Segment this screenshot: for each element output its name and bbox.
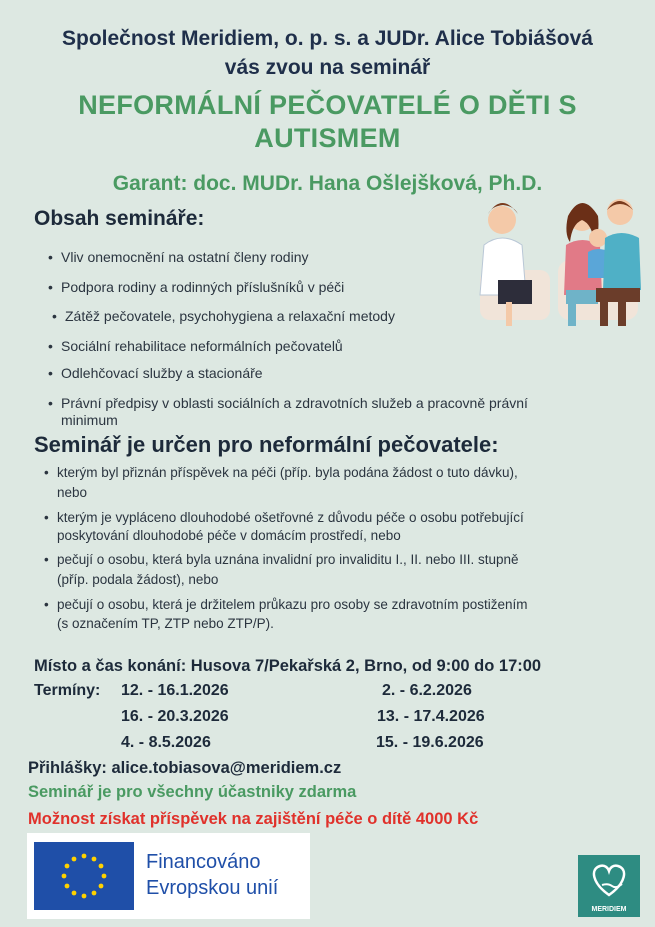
date: 2. - 6.2.2026 bbox=[382, 682, 472, 699]
list-item-continuation: (příp. podala žádost), nebo bbox=[57, 572, 219, 587]
audience-heading: Seminář je určen pro neformální pečovatele: bbox=[34, 432, 499, 457]
list-item: • Právní předpisy v oblasti sociálních a zdravotních služeb a pracovně právní bbox=[61, 395, 528, 411]
venue: Místo a čas konání: Husova 7/Pekařská 2, Brno, od 9:00 do 17:00 bbox=[34, 657, 542, 675]
list-item-continuation: poskytování dlouhodobé péče v domácím prostředí, nebo bbox=[57, 528, 401, 543]
list-item: • kterým byl přiznán příspěvek na péči (příp. byla podána žádost o tuto dávku), bbox=[57, 462, 518, 483]
child bbox=[589, 229, 607, 247]
free-note: Seminář je pro všechny účastniky zdarma bbox=[28, 783, 357, 801]
date: 16. - 20.3.2026 bbox=[121, 708, 229, 725]
heart-hand-icon bbox=[578, 855, 640, 905]
list-item: • pečují o osobu, která byla uznána invalidní pro invaliditu I., II. nebo III. stupně bbox=[57, 549, 519, 570]
eu-funding-badge bbox=[27, 833, 310, 919]
seminar-title-line-2: AUTISMEM bbox=[254, 123, 401, 153]
family-doctor-illustration bbox=[470, 190, 650, 340]
registration: Přihlášky: alice.tobiasova@meridiem.cz bbox=[28, 759, 342, 777]
content-heading: Obsah semináře: bbox=[34, 207, 205, 230]
intro-line-2: vás zvou na seminář bbox=[224, 56, 431, 79]
list-item: • Sociální rehabilitace neformálních pečovatelů bbox=[61, 338, 343, 354]
garant: Garant: doc. MUDr. Hana Ošlejšková, Ph.D. bbox=[112, 172, 543, 195]
list-item: • Podpora rodiny a rodinných příslušníků v péči bbox=[61, 279, 344, 295]
eu-funding-line-1: Financováno bbox=[146, 851, 261, 873]
seminar-title-line-1: NEFORMÁLNÍ PEČOVATELÉ O DĚTI S bbox=[78, 90, 577, 120]
list-item: • pečují o osobu, která je držitelem průkazu pro osoby se zdravotním postižením bbox=[57, 594, 527, 615]
list-item-continuation: (s označením TP, ZTP nebo ZTP/P). bbox=[57, 616, 274, 631]
list-item-continuation: nebo bbox=[57, 485, 88, 500]
date: 13. - 17.4.2026 bbox=[377, 708, 485, 725]
subsidy-note: Možnost získat příspěvek na zajištění péče o dítě 4000 Kč bbox=[28, 810, 479, 828]
date: 4. - 8.5.2026 bbox=[121, 734, 211, 751]
terms-label: Termíny: bbox=[34, 682, 101, 699]
meridiem-logo bbox=[578, 855, 640, 917]
list-item-continuation: minimum bbox=[61, 412, 118, 428]
intro-line-1: Společnost Meridiem, o. p. s. a JUDr. Alice Tobiášová bbox=[62, 27, 593, 50]
list-item: • Zátěž pečovatele, psychohygiena a relaxační metody bbox=[65, 308, 395, 324]
doctor bbox=[488, 206, 516, 234]
logo-text: MERIDIEM bbox=[591, 906, 627, 913]
eu-flag-icon bbox=[34, 842, 134, 910]
list-item: • kterým je vypláceno dlouhodobé ošetřovné z důvodu péče o osobu potřebující bbox=[57, 507, 524, 528]
list-item: • Vliv onemocnění na ostatní členy rodiny bbox=[61, 249, 308, 265]
eu-funding-line-2: Evropskou unií bbox=[146, 877, 279, 899]
date: 15. - 19.6.2026 bbox=[376, 734, 484, 751]
list-item: • Odlehčovací služby a stacionáře bbox=[61, 365, 263, 381]
date: 12. - 16.1.2026 bbox=[121, 682, 229, 699]
